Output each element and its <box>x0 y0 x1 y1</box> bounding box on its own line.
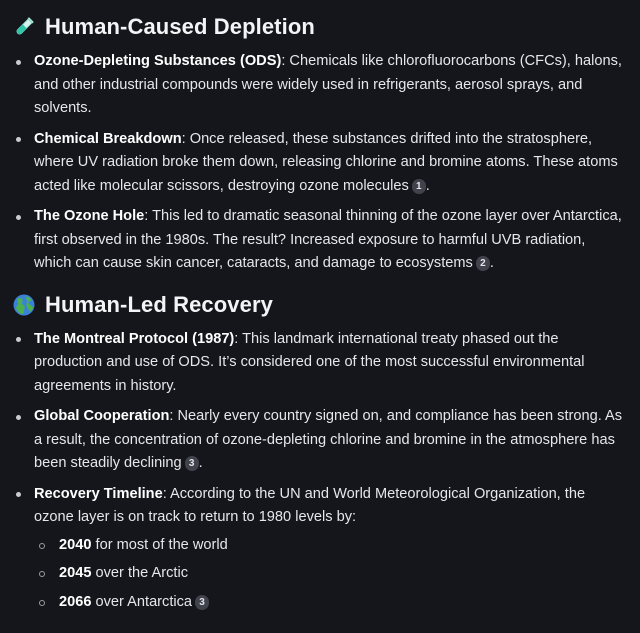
timeline-text: for most of the world <box>91 536 228 553</box>
globe-icon <box>12 293 36 317</box>
list-item <box>12 50 624 121</box>
list-item <box>12 128 624 199</box>
item-term: Global Cooperation <box>34 408 170 424</box>
item-term: Ozone-Depleting Substances (ODS) <box>34 53 282 69</box>
item-term: The Montreal Protocol (1987) <box>34 330 235 347</box>
list-item <box>12 205 624 276</box>
section-heading-depletion <box>12 10 624 44</box>
item-text: : This landmark international treaty phased out the production and use of ODS. It’s considered one of the most successful environmental agreements in history. <box>34 330 585 394</box>
item-tail: . <box>198 455 203 471</box>
list-item <box>12 483 624 615</box>
list-item <box>12 328 624 399</box>
timeline-item <box>34 591 624 615</box>
item-text: : Nearly every country signed on, and compliance has been strong. As a result, the concentration of ozone-depleting chlorine and bromine in the atmosphere has been steadily declining <box>34 408 623 471</box>
list-item <box>12 405 624 476</box>
item-tail: . <box>425 177 430 194</box>
timeline-year: 2040 <box>59 536 92 553</box>
item-text: : This led to dramatic seasonal thinning of the ozone layer over Antarctica, first observed in the 1980s. The result? Increased exposure to harmful UVB radiation, which can cause skin cancer, cataracts, and damage to ecosystems <box>34 208 622 271</box>
timeline-year: 2045 <box>59 565 92 581</box>
item-text: : Chemicals like chlorofluorocarbons (CFCs), halons, and other industrial compounds were widely used in refrigerants, aerosol sprays, and solvents. <box>34 53 622 116</box>
timeline-year: 2066 <box>59 593 92 610</box>
depletion-list <box>12 50 624 276</box>
section-heading-recovery <box>12 288 624 322</box>
timeline-text: over the Arctic <box>91 565 188 581</box>
item-term: Chemical Breakdown <box>34 130 182 147</box>
citation-badge[interactable]: 1 <box>412 179 426 194</box>
item-term: Recovery Timeline <box>34 485 163 502</box>
citation-badge[interactable]: 3 <box>195 595 209 610</box>
citation-badge[interactable]: 2 <box>476 256 490 271</box>
item-text: : Once released, these substances drifted into the stratosphere, where UV radiation broke them down, releasing chlorine and bromine atoms. These atoms acted like molecular scissors, destroying ozone molecules <box>34 130 618 194</box>
section-title: Human-Caused Depletion <box>45 14 315 39</box>
timeline-item <box>34 562 624 586</box>
item-text: : According to the UN and World Meteorological Organization, the ozone layer is on track to return to 1980 levels by: <box>34 485 586 525</box>
section-title: Human-Led Recovery <box>45 291 273 317</box>
timeline-text: over Antarctica <box>91 593 193 610</box>
recovery-list <box>12 328 624 615</box>
timeline-list <box>34 534 624 615</box>
item-tail: . <box>489 255 494 271</box>
item-term: The Ozone Hole <box>34 208 145 224</box>
citation-badge[interactable]: 3 <box>185 456 199 471</box>
timeline-item <box>34 534 624 558</box>
test-tube-icon <box>12 15 36 39</box>
